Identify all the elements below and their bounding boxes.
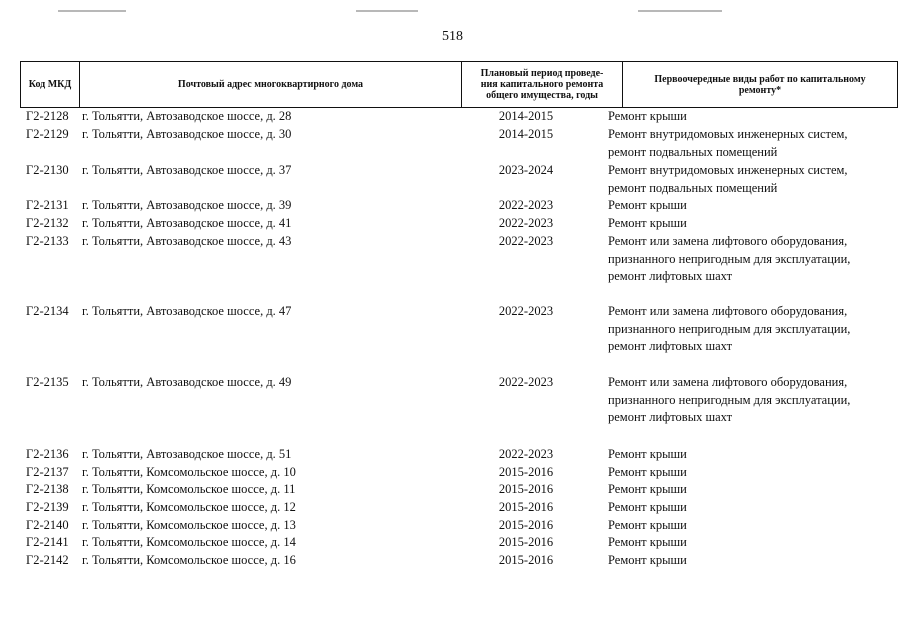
row-code: Г2-2131 xyxy=(26,198,69,212)
row-works-line: Ремонт крыши xyxy=(608,216,687,230)
row-address: г. Тольятти, Автозаводское шоссе, д. 39 xyxy=(82,198,292,212)
row-address: г. Тольятти, Автозаводское шоссе, д. 41 xyxy=(82,216,292,230)
row-works-line: ремонт лифтовых шахт xyxy=(608,410,733,424)
page-number: 518 xyxy=(442,29,463,44)
row-works xyxy=(608,126,898,161)
header-code: Код МКД xyxy=(28,79,72,90)
row-period: 2015-2016 xyxy=(498,465,554,479)
row-works xyxy=(608,215,898,233)
row-works-line: Ремонт крыши xyxy=(608,482,687,496)
row-address: г. Тольятти, Автозаводское шоссе, д. 51 xyxy=(82,447,292,461)
row-code: Г2-2129 xyxy=(26,127,69,141)
row-address: г. Тольятти, Комсомольское шоссе, д. 12 xyxy=(82,500,296,514)
row-address: г. Тольятти, Автозаводское шоссе, д. 47 xyxy=(82,304,292,318)
row-address: г. Тольятти, Комсомольское шоссе, д. 11 xyxy=(82,482,296,496)
row-address: г. Тольятти, Комсомольское шоссе, д. 10 xyxy=(82,465,296,479)
row-works xyxy=(608,303,898,356)
row-works xyxy=(608,197,898,215)
row-works-line: Ремонт крыши xyxy=(608,109,687,123)
table-header xyxy=(20,61,898,108)
row-code: Г2-2132 xyxy=(26,216,69,230)
header-works xyxy=(623,62,897,107)
row-works-line: Ремонт крыши xyxy=(608,500,687,514)
row-works-line: признанного непригодным для эксплуатации, xyxy=(608,392,851,407)
row-period: 2023-2024 xyxy=(498,163,554,177)
row-period: 2015-2016 xyxy=(498,553,554,567)
row-works xyxy=(608,534,898,552)
row-works-line: Ремонт внутридомовых инженерных систем, xyxy=(608,127,848,141)
row-code: Г2-2134 xyxy=(26,304,69,318)
row-works-line: Ремонт крыши xyxy=(608,465,687,479)
row-works-line: Ремонт крыши xyxy=(608,535,687,549)
row-works-line: Ремонт крыши xyxy=(608,447,687,461)
scan-artifact xyxy=(58,10,126,12)
row-code: Г2-2139 xyxy=(26,500,69,514)
row-works xyxy=(608,517,898,535)
row-address: г. Тольятти, Комсомольское шоссе, д. 13 xyxy=(82,518,296,532)
header-period xyxy=(462,62,622,107)
row-code: Г2-2135 xyxy=(26,375,69,389)
row-works-line: признанного непригодным для эксплуатации, xyxy=(608,251,851,266)
row-works xyxy=(608,162,898,197)
row-period: 2014-2015 xyxy=(498,127,554,141)
row-code: Г2-2141 xyxy=(26,535,69,549)
row-period: 2022-2023 xyxy=(498,216,554,230)
row-works-line: ремонт подвальных помещений xyxy=(608,144,778,159)
header-period-line: ния капитального ремонта xyxy=(480,79,604,90)
row-works-line: Ремонт крыши xyxy=(608,553,687,567)
row-works-line: Ремонт или замена лифтового оборудования, xyxy=(608,234,848,248)
row-works xyxy=(608,464,898,482)
row-period: 2022-2023 xyxy=(498,375,554,389)
row-address: г. Тольятти, Автозаводское шоссе, д. 49 xyxy=(82,375,292,389)
scan-artifact xyxy=(638,10,722,12)
row-period: 2015-2016 xyxy=(498,500,554,514)
row-works xyxy=(608,446,898,464)
row-code: Г2-2136 xyxy=(26,447,69,461)
row-period: 2022-2023 xyxy=(498,447,554,461)
row-period: 2014-2015 xyxy=(498,109,554,123)
row-code: Г2-2130 xyxy=(26,163,69,177)
row-code: Г2-2142 xyxy=(26,553,69,567)
row-period: 2022-2023 xyxy=(498,304,554,318)
row-period: 2022-2023 xyxy=(498,234,554,248)
row-code: Г2-2140 xyxy=(26,518,69,532)
header-works-line: Первоочередные виды работ по капитальному xyxy=(654,73,866,85)
row-works-line: признанного непригодным для эксплуатации, xyxy=(608,321,851,336)
row-works xyxy=(608,499,898,517)
scan-artifact xyxy=(356,10,418,12)
row-works xyxy=(608,374,898,427)
header-works-line: ремонту* xyxy=(738,84,782,96)
row-works-line: Ремонт внутридомовых инженерных систем, xyxy=(608,163,848,177)
row-address: г. Тольятти, Комсомольское шоссе, д. 14 xyxy=(82,535,296,549)
row-period: 2015-2016 xyxy=(498,518,554,532)
row-works xyxy=(608,108,898,126)
row-works-line: Ремонт крыши xyxy=(608,518,687,532)
row-works xyxy=(608,233,898,286)
header-period-line: Плановый период проведе- xyxy=(480,68,604,79)
row-code: Г2-2133 xyxy=(26,234,69,248)
row-works-line: ремонт лифтовых шахт xyxy=(608,269,733,283)
row-code: Г2-2138 xyxy=(26,482,69,496)
row-works-line: Ремонт или замена лифтового оборудования, xyxy=(608,375,848,389)
row-address: г. Тольятти, Автозаводское шоссе, д. 43 xyxy=(82,234,292,248)
row-address: г. Тольятти, Комсомольское шоссе, д. 16 xyxy=(82,553,296,567)
row-works-line: ремонт лифтовых шахт xyxy=(608,339,733,353)
row-address: г. Тольятти, Автозаводское шоссе, д. 37 xyxy=(82,163,292,177)
row-works xyxy=(608,481,898,499)
row-code: Г2-2128 xyxy=(26,109,69,123)
header-address: Почтовый адрес многоквартирного дома xyxy=(177,79,364,90)
row-period: 2022-2023 xyxy=(498,198,554,212)
row-works-line: ремонт подвальных помещений xyxy=(608,180,778,195)
row-works xyxy=(608,552,898,570)
row-address: г. Тольятти, Автозаводское шоссе, д. 30 xyxy=(82,127,292,141)
row-period: 2015-2016 xyxy=(498,535,554,549)
row-address: г. Тольятти, Автозаводское шоссе, д. 28 xyxy=(82,109,292,123)
row-period: 2015-2016 xyxy=(498,482,554,496)
row-works-line: Ремонт крыши xyxy=(608,198,687,212)
row-works-line: Ремонт или замена лифтового оборудования, xyxy=(608,304,848,318)
header-period-line: общего имущества, годы xyxy=(486,90,598,101)
row-code: Г2-2137 xyxy=(26,465,69,479)
